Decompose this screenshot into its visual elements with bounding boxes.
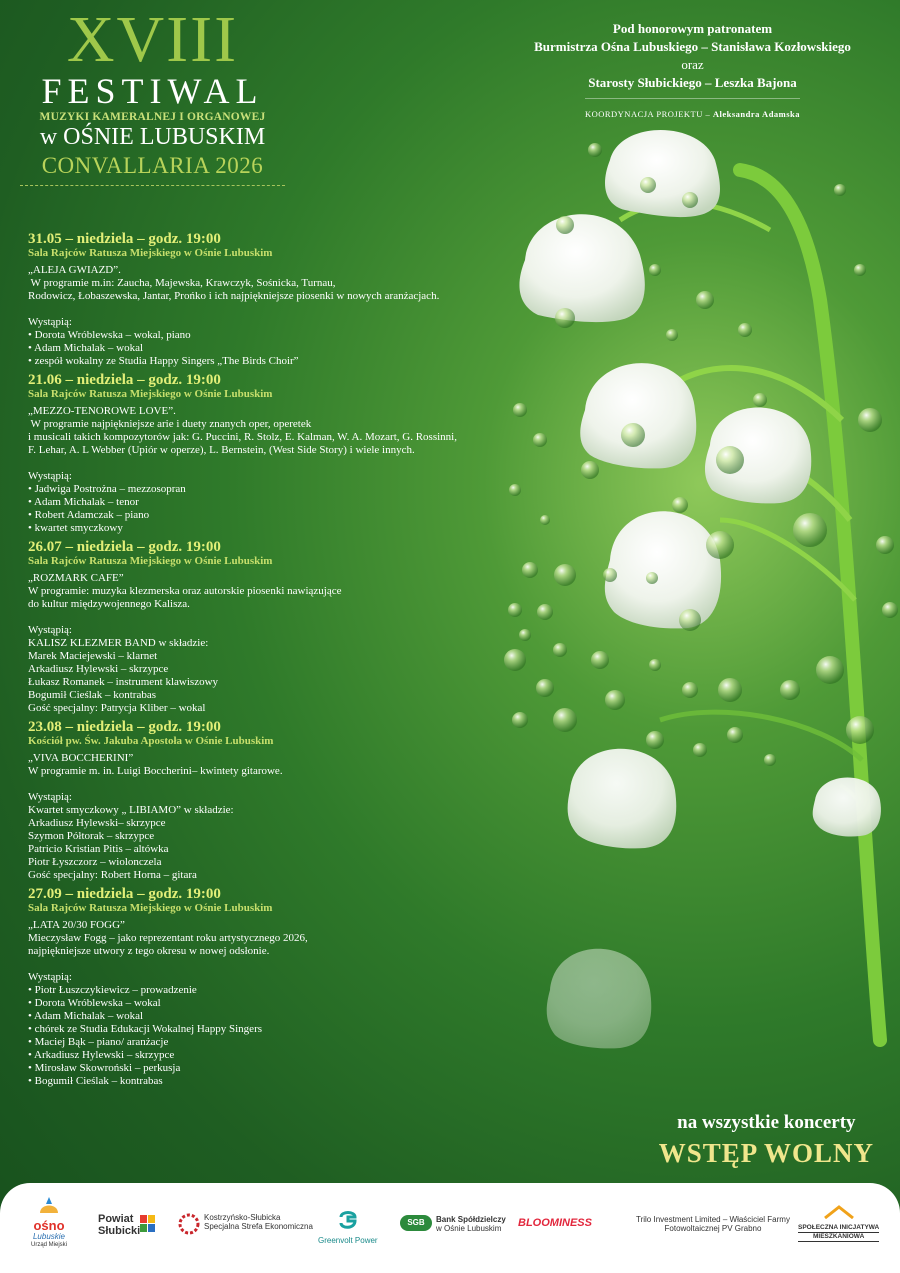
festival-header	[20, 3, 285, 186]
spoleczna-inicjatywa-logo	[798, 1205, 879, 1242]
event-line: W programie najpiękniejsze arie i duety znanych oper, operetek	[28, 418, 312, 430]
trilo-line-1: Trilo Investment Limited – Właściciel Farmy	[636, 1215, 790, 1224]
event-line: najpiękniejsze utwory z tego okresu w nowej odsłonie.	[28, 945, 270, 957]
header-divider	[20, 185, 285, 186]
event-line: • Arkadiusz Hylewski – skrzypce	[28, 1049, 175, 1061]
event-venue: Sala Rajców Ratusza Miejskiego w Ośnie Lubuskim	[28, 555, 273, 567]
osno-wordmark: ośno	[33, 1218, 65, 1233]
greenvolt-logo	[318, 1209, 378, 1245]
event-date: 27.09 – niedziela – godz. 19:00	[28, 886, 221, 902]
free-entry-notice	[659, 1112, 874, 1169]
event-line-spacer	[28, 958, 508, 971]
spoleczna-line-1: SPOŁECZNA INICJATYWA	[798, 1224, 880, 1231]
event-line-spacer	[28, 778, 508, 791]
event-title: „ROZMARK CAFE”	[28, 572, 124, 584]
spoleczna-line-2: MIESZKANIOWA	[798, 1232, 879, 1242]
house-roof-icon	[819, 1205, 859, 1219]
bank-line-1: Bank Spółdzielczy	[436, 1215, 506, 1224]
event-line: Arkadiusz Hylewski – skrzypce	[28, 663, 169, 675]
event-line: Mieczysław Fogg – jako reprezentant roku artystycznego 2026,	[28, 932, 308, 944]
event-line: • Adam Michalak – wokal	[28, 342, 144, 354]
event-line: Bogumił Cieślak – kontrabas	[28, 689, 157, 701]
event-line: • Bogumił Cieślak – kontrabas	[28, 1075, 163, 1087]
event-5	[28, 887, 508, 1088]
event-line: • Adam Michalak – wokal	[28, 1010, 144, 1022]
greenvolt-name: Greenvolt Power	[318, 1236, 378, 1245]
event-venue: Sala Rajców Ratusza Miejskiego w Ośnie Lubuskim	[28, 247, 273, 259]
event-line-spacer	[28, 303, 508, 316]
event-venue: Sala Rajców Ratusza Miejskiego w Ośnie Lubuskim	[28, 388, 273, 400]
event-line: W programie m.in: Zaucha, Majewska, Krawczyk, Sośnicka, Turnau,	[28, 277, 336, 289]
free-entry-line-2: WSTĘP WOLNY	[658, 1138, 874, 1168]
event-line: Kwartet smyczkowy „ LIBIAMO” w składzie:	[28, 804, 234, 816]
event-line: • Maciej Bąk – piano/ aranżacje	[28, 1036, 169, 1048]
event-line: KALISZ KLEZMER BAND w składzie:	[28, 637, 209, 649]
event-line: • Piotr Łuszczykiewicz – prowadzenie	[28, 984, 197, 996]
patronage-block	[490, 20, 895, 123]
sgb-badge: SGB	[400, 1215, 432, 1231]
event-line: Wystąpią:	[28, 624, 72, 636]
patronage-line-2: Burmistrza Ośna Lubuskiego – Stanisława Kozłowskiego	[534, 39, 851, 54]
event-line: Rodowicz, Łobaszewska, Jantar, Prońko i ich najpiękniejsze piosenki w nowych aranżacjach.	[28, 290, 440, 302]
event-line: Marek Maciejewski – klarnet	[28, 650, 158, 662]
event-line: • Jadwiga Postrożna – mezzosopran	[28, 483, 186, 495]
event-title: „LATA 20/30 FOGG”	[28, 919, 125, 931]
event-line: do kultur międzywojennego Kalisza.	[28, 598, 190, 610]
event-line: • Mirosław Skowroński – perkusja	[28, 1062, 181, 1074]
event-line: • kwartet smyczkowy	[28, 522, 123, 534]
event-line: W programie: muzyka klezmerska oraz autorskie piosenki nawiązujące	[28, 585, 342, 597]
patronage-line-1: Pod honorowym patronatem	[612, 21, 773, 36]
osno-emblem-icon	[34, 1193, 64, 1215]
bloominess-wordmark: BLOOMINESS	[518, 1217, 592, 1229]
event-line: Piotr Łyszczorz – wiolonczela	[28, 856, 162, 868]
patronage-line-4: Starosty Słubickiego – Leszka Bajona	[588, 75, 797, 90]
ksse-emblem-icon	[178, 1213, 200, 1235]
event-line: Patricio Kristian Pitis – altówka	[28, 843, 169, 855]
powiat-logo	[98, 1213, 140, 1237]
ksse-line-1: Kostrzyńsko-Słubicka	[204, 1213, 281, 1222]
ksse-line-2: Specjalna Strefa Ekonomiczna	[204, 1222, 313, 1231]
festival-title: FESTIWAL	[41, 71, 264, 111]
event-line: Wystąpią:	[28, 316, 72, 328]
event-3	[28, 540, 508, 715]
free-entry-line-1: na wszystkie koncerty	[677, 1112, 856, 1133]
patronage-line-3: oraz	[681, 57, 704, 72]
osno-sub-1: Lubuskie	[32, 1232, 66, 1241]
event-line: • Adam Michalak – tenor	[28, 496, 139, 508]
event-list	[28, 232, 508, 1093]
event-line: W programie m. in. Luigi Boccherini– kwintety gitarowe.	[28, 765, 283, 777]
powiat-line-1: Powiat	[98, 1213, 134, 1225]
trilo-logo	[636, 1215, 790, 1233]
festival-number: XVIII	[66, 3, 239, 76]
powiat-cross-icon	[140, 1215, 156, 1233]
event-venue: Sala Rajców Ratusza Miejskiego w Ośnie Lubuskim	[28, 902, 273, 914]
event-2	[28, 373, 508, 535]
event-date: 31.05 – niedziela – godz. 19:00	[28, 231, 221, 247]
event-line: Szymon Półtorak – skrzypce	[28, 830, 155, 842]
event-title: „MEZZO-TENOROWE LOVE”.	[28, 405, 176, 417]
event-separator	[28, 1088, 508, 1093]
event-line: • Robert Adamczak – piano	[28, 509, 150, 521]
event-line: • Dorota Wróblewska – wokal, piano	[28, 329, 191, 341]
event-venue: Kościół pw. Św. Jakuba Apostoła w Ośnie Lubuskim	[28, 735, 274, 747]
event-date: 26.07 – niedziela – godz. 19:00	[28, 539, 221, 555]
event-line: Łukasz Romanek – instrument klawiszowy	[28, 676, 219, 688]
event-line-spacer	[28, 611, 508, 624]
event-line: • Dorota Wróblewska – wokal	[28, 997, 161, 1009]
festival-edition: CONVALLARIA 2026	[41, 153, 264, 178]
event-line: Gość specjalny: Robert Horna – gitara	[28, 869, 197, 881]
festival-place: w OŚNIE LUBUSKIM	[39, 124, 266, 150]
coordination-credit	[585, 98, 800, 123]
powiat-line-2: Słubicki	[98, 1225, 141, 1237]
osno-sub-2: Urząd Miejski	[30, 1242, 67, 1248]
event-line: Gość specjalny: Patrycja Kliber – wokal	[28, 702, 206, 714]
event-4	[28, 720, 508, 882]
event-title: „VIVA BOCCHERINI”	[28, 752, 134, 764]
event-1	[28, 232, 508, 368]
event-line: • zespół wokalny ze Studia Happy Singers „The Birds Choir”	[28, 355, 299, 367]
event-line: Wystąpią:	[28, 971, 72, 983]
greenvolt-emblem-icon	[337, 1209, 359, 1231]
sponsor-footer	[0, 1183, 900, 1273]
event-line: Wystąpią:	[28, 470, 72, 482]
ksse-logo	[178, 1213, 313, 1231]
coordination-name: Aleksandra Adamska	[712, 109, 801, 119]
festival-subtitle: MUZYKI KAMERALNEJ I ORGANOWEJ	[39, 111, 266, 123]
event-title: „ALEJA GWIAZD”.	[28, 264, 121, 276]
coordination-label: KOORDYNACJA PROJEKTU –	[584, 109, 711, 119]
event-line: i musicali takich kompozytorów jak: G. Puccini, R. Stolz, E. Kalman, W. A. Mozart, G. Rossinni,	[28, 431, 457, 443]
event-line: Arkadiusz Hylewski– skrzypce	[28, 817, 166, 829]
osno-logo	[24, 1193, 74, 1250]
trilo-line-2: Fotowoltaicznej PV Grabno	[664, 1224, 762, 1233]
event-line: • chórek ze Studia Edukacji Wokalnej Happy Singers	[28, 1023, 263, 1035]
event-date: 23.08 – niedziela – godz. 19:00	[28, 719, 221, 735]
event-line-spacer	[28, 457, 508, 470]
event-date: 21.06 – niedziela – godz. 19:00	[28, 372, 221, 388]
event-line: Wystąpią:	[28, 791, 72, 803]
bank-line-2: w Ośnie Lubuskim	[436, 1224, 502, 1233]
event-line: F. Lehar, A. L Webber (Upiór w operze), L. Bernstein, (West Side Story) i wiele innych.	[28, 444, 415, 456]
bloominess-logo	[518, 1217, 592, 1229]
sgb-bank-logo	[400, 1215, 506, 1233]
